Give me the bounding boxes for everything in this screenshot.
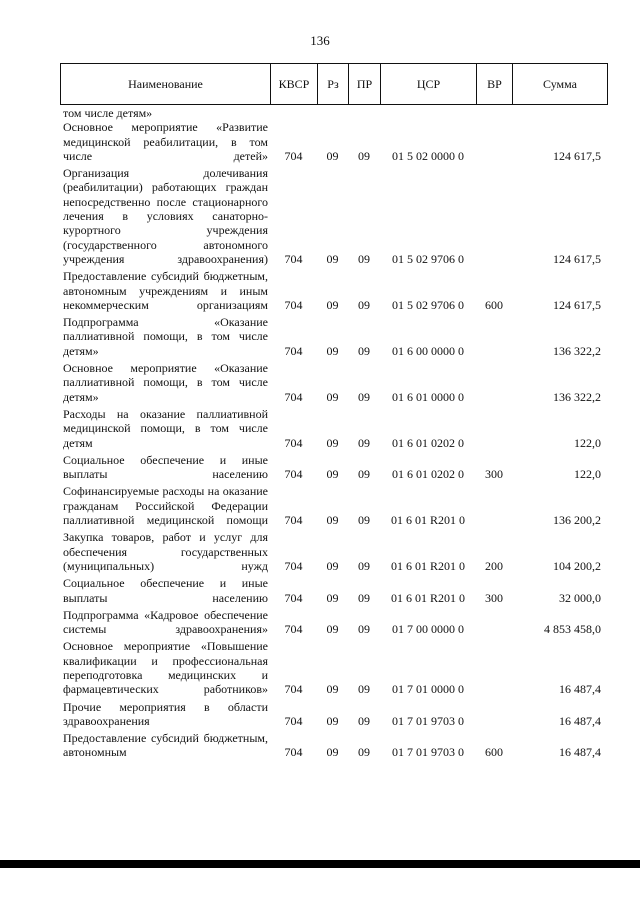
column-header-csr: ЦСР <box>381 64 477 105</box>
cell-pr: 09 <box>358 513 370 528</box>
table-row <box>60 106 607 120</box>
cell-pr: 09 <box>358 343 370 358</box>
table-row <box>60 530 607 576</box>
cell-rz: 09 <box>326 682 339 697</box>
cell-name: Основное мероприятие «Повышение квалификации и профессиональная переподготовка медицинских и фармацевтических работников» <box>63 639 268 697</box>
page-number: 136 <box>310 33 330 48</box>
cell-name: Софинансируемые расходы на оказание гражданам Российской Федерации паллиативной медицинской помощи <box>63 484 268 528</box>
table-row <box>60 453 607 485</box>
cell-kvsr: 704 <box>284 590 303 605</box>
cell-vr <box>476 361 512 407</box>
cell-rz: 09 <box>326 435 339 450</box>
cell-sum: 16 487,4 <box>559 745 601 760</box>
cell-pr: 09 <box>358 682 370 697</box>
cell-pr: 09 <box>358 148 370 163</box>
cell-rz: 09 <box>326 590 339 605</box>
cell-rz: 09 <box>326 558 339 573</box>
cell-sum: 16 487,4 <box>559 682 601 697</box>
cell-kvsr: 704 <box>284 513 303 528</box>
cell-sum: 124 617,5 <box>553 251 601 266</box>
cell-pr: 09 <box>358 558 370 573</box>
cell-kvsr: 704 <box>284 251 303 266</box>
cell-name: Основное мероприятие «Развитие медицинской реабилитации, в том числе детей» <box>63 120 268 163</box>
cell-rz: 09 <box>326 713 339 728</box>
column-header-pr: ПР <box>349 64 381 105</box>
cell-csr: 01 6 01 R201 0 <box>390 513 465 528</box>
cell-kvsr: 704 <box>284 297 303 312</box>
cell-rz: 09 <box>326 467 339 482</box>
cell-pr: 09 <box>358 251 370 266</box>
cell-kvsr: 704 <box>284 558 303 573</box>
cell-rz: 09 <box>326 745 339 760</box>
cell-csr: 01 6 01 R201 0 <box>390 590 465 605</box>
cell-kvsr: 704 <box>284 389 303 404</box>
cell-rz: 09 <box>326 343 339 358</box>
cell-vr: 300 <box>485 590 503 605</box>
cell-name: Подпрограмма «Оказание паллиативной помощи, в том числе детям» <box>63 315 268 358</box>
cell-name: Расходы на оказание паллиативной медицинской помощи, в том числе детям <box>63 406 268 450</box>
cell-pr: 09 <box>358 590 370 605</box>
cell-vr <box>476 484 512 530</box>
cell-sum: 32 000,0 <box>559 590 601 605</box>
cell-csr: 01 7 01 9703 0 <box>392 713 464 728</box>
cell-csr: 01 5 02 9706 0 <box>392 297 464 312</box>
table-row <box>60 120 607 166</box>
cell-vr <box>476 407 512 453</box>
column-header-name: Наименование <box>61 64 271 105</box>
table-row <box>60 700 607 732</box>
cell-csr: 01 7 01 9703 0 <box>392 745 464 760</box>
cell-sum: 16 487,4 <box>559 713 601 728</box>
cell-pr: 09 <box>358 435 370 450</box>
scan-bottom-edge <box>0 860 640 868</box>
cell-name: Подпрограмма «Кадровое обеспечение системы здравоохранения» <box>63 607 268 637</box>
table-row <box>60 484 607 530</box>
cell-name: том числе детям» <box>63 106 153 120</box>
cell-name: Прочие мероприятия в области здравоохранения <box>63 699 268 728</box>
cell-csr: 01 6 01 R201 0 <box>390 558 465 573</box>
cell-pr <box>348 106 380 120</box>
table-row <box>60 166 607 269</box>
table-row <box>60 608 607 640</box>
cell-vr <box>476 315 512 361</box>
table-row <box>60 407 607 453</box>
cell-name: Предоставление субсидий бюджетным, автономным учреждениям и иным некоммерческим организациям <box>63 269 268 312</box>
column-header-kvsr: КВСР <box>271 64 318 105</box>
cell-rz: 09 <box>326 622 339 637</box>
cell-kvsr: 704 <box>284 435 303 450</box>
cell-name: Предоставление субсидий бюджетным, автономным <box>63 731 268 760</box>
budget-table-body <box>60 106 607 763</box>
cell-sum <box>512 106 607 120</box>
cell-name: Социальное обеспечение и иные выплаты населению <box>63 576 268 605</box>
cell-vr <box>476 120 512 166</box>
cell-pr: 09 <box>358 622 370 637</box>
cell-kvsr: 704 <box>284 713 303 728</box>
cell-csr: 01 6 01 0202 0 <box>392 435 464 450</box>
cell-vr: 600 <box>485 745 503 760</box>
cell-kvsr: 704 <box>284 745 303 760</box>
cell-name: Социальное обеспечение и иные выплаты населению <box>63 452 268 482</box>
cell-csr: 01 5 02 0000 0 <box>392 148 464 163</box>
cell-pr: 09 <box>358 297 370 312</box>
table-row <box>60 731 607 763</box>
cell-vr <box>476 700 512 732</box>
cell-sum: 122,0 <box>574 467 601 482</box>
cell-rz: 09 <box>326 148 339 163</box>
cell-sum: 136 322,2 <box>553 389 601 404</box>
cell-csr: 01 7 01 0000 0 <box>392 682 464 697</box>
cell-vr: 600 <box>485 297 503 312</box>
cell-rz: 09 <box>326 251 339 266</box>
cell-csr: 01 6 00 0000 0 <box>392 343 464 358</box>
cell-vr <box>476 106 512 120</box>
cell-vr: 300 <box>485 467 503 482</box>
table-row <box>60 361 607 407</box>
cell-rz: 09 <box>326 389 339 404</box>
table-row <box>60 269 607 315</box>
cell-rz <box>317 106 348 120</box>
cell-csr: 01 7 00 0000 0 <box>392 622 464 637</box>
cell-kvsr: 704 <box>284 343 303 358</box>
cell-sum: 136 322,2 <box>553 343 601 358</box>
column-header-sum: Сумма <box>513 64 608 105</box>
header-row <box>61 64 608 105</box>
cell-pr: 09 <box>358 745 370 760</box>
cell-csr: 01 6 01 0000 0 <box>392 389 464 404</box>
cell-rz: 09 <box>326 513 339 528</box>
column-header-rz: Рз <box>318 64 349 105</box>
column-header-vr: ВР <box>477 64 513 105</box>
cell-name: Закупка товаров, работ и услуг для обеспечения государственных (муниципальных) нужд <box>63 530 268 573</box>
cell-pr: 09 <box>358 713 370 728</box>
budget-table-header <box>60 63 608 105</box>
cell-sum: 136 200,2 <box>553 513 601 528</box>
table-row <box>60 315 607 361</box>
table-row <box>60 576 607 608</box>
cell-kvsr: 704 <box>284 467 303 482</box>
cell-name: Организация долечивания (реабилитации) работающих граждан непосредственно после стационарного лечения в условиях санаторно-курортного учреждения (государственного автономного учреждения здравоохранения) <box>63 166 268 266</box>
cell-kvsr: 704 <box>284 148 303 163</box>
cell-csr: 01 6 01 0202 0 <box>392 467 464 482</box>
cell-csr <box>380 106 476 120</box>
cell-vr <box>476 639 512 699</box>
cell-rz: 09 <box>326 297 339 312</box>
cell-kvsr <box>270 106 317 120</box>
cell-name: Основное мероприятие «Оказание паллиативной помощи, в том числе детям» <box>63 361 268 404</box>
cell-vr <box>476 608 512 640</box>
table-row <box>60 639 607 699</box>
cell-sum: 124 617,5 <box>553 148 601 163</box>
cell-sum: 122,0 <box>574 435 601 450</box>
cell-sum: 4 853 458,0 <box>544 622 601 637</box>
cell-vr <box>476 166 512 269</box>
cell-sum: 124 617,5 <box>553 297 601 312</box>
cell-kvsr: 704 <box>284 682 303 697</box>
cell-vr: 200 <box>485 558 503 573</box>
cell-csr: 01 5 02 9706 0 <box>392 251 464 266</box>
cell-pr: 09 <box>358 389 370 404</box>
cell-kvsr: 704 <box>284 622 303 637</box>
cell-pr: 09 <box>358 467 370 482</box>
cell-sum: 104 200,2 <box>553 558 601 573</box>
